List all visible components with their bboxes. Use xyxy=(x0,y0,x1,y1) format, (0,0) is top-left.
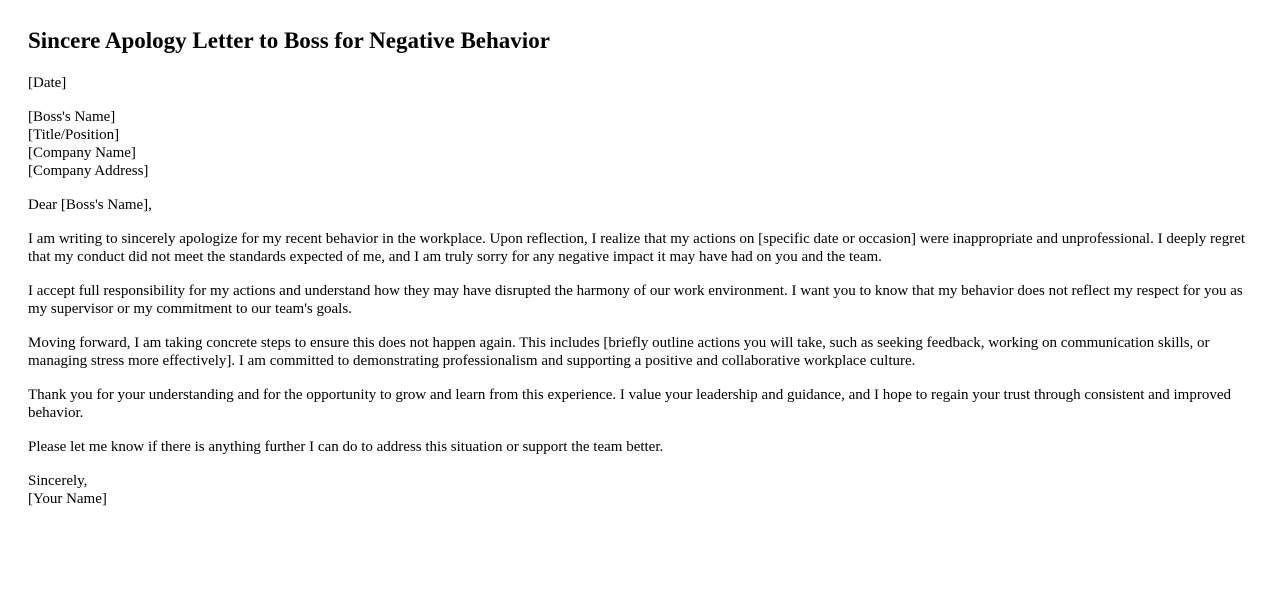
body-paragraph-apology: I am writing to sincerely apologize for my recent behavior in the workplace. Upon reflection, I realize that my actions on [specific date or occasion] were inappropriate and unprofessional. I deeply regret that my conduct did not meet the standards expected of me, and I am truly sorry for any negative impact it may have had on you and the team. xyxy=(28,231,1246,266)
recipient-block xyxy=(28,108,1258,180)
recipient-title: [Title/Position] xyxy=(28,127,120,144)
body-paragraph-closing-request: Please let me know if there is anything further I can do to address this situation or support the team better. xyxy=(28,439,664,456)
recipient-name: [Boss's Name] xyxy=(28,109,116,126)
closing: Sincerely, xyxy=(28,473,88,490)
signature-name: [Your Name] xyxy=(28,491,107,508)
recipient-company: [Company Name] xyxy=(28,145,136,162)
letter-date: [Date] xyxy=(28,75,67,92)
letter-title: Sincere Apology Letter to Boss for Negative Behavior xyxy=(28,28,550,53)
recipient-address: [Company Address] xyxy=(28,163,149,180)
body-paragraph-thanks: Thank you for your understanding and for the opportunity to grow and learn from this experience. I value your leadership and guidance, and I hope to regain your trust through consistent and improved behavior. xyxy=(28,387,1232,422)
signature-block xyxy=(28,472,1258,508)
salutation: Dear [Boss's Name], xyxy=(28,197,152,214)
body-paragraph-moving-forward: Moving forward, I am taking concrete steps to ensure this does not happen again. This includes [briefly outline actions you will take, such as seeking feedback, working on communication skills, or managing stress more effectively]. I am committed to demonstrating professionalism and supporting a positive and collaborative workplace culture. xyxy=(28,335,1210,370)
body-paragraph-responsibility: I accept full responsibility for my actions and understand how they may have disrupted the harmony of our work environment. I want you to know that my behavior does not reflect my respect for you as my supervisor or my commitment to our team's goals. xyxy=(28,283,1243,318)
